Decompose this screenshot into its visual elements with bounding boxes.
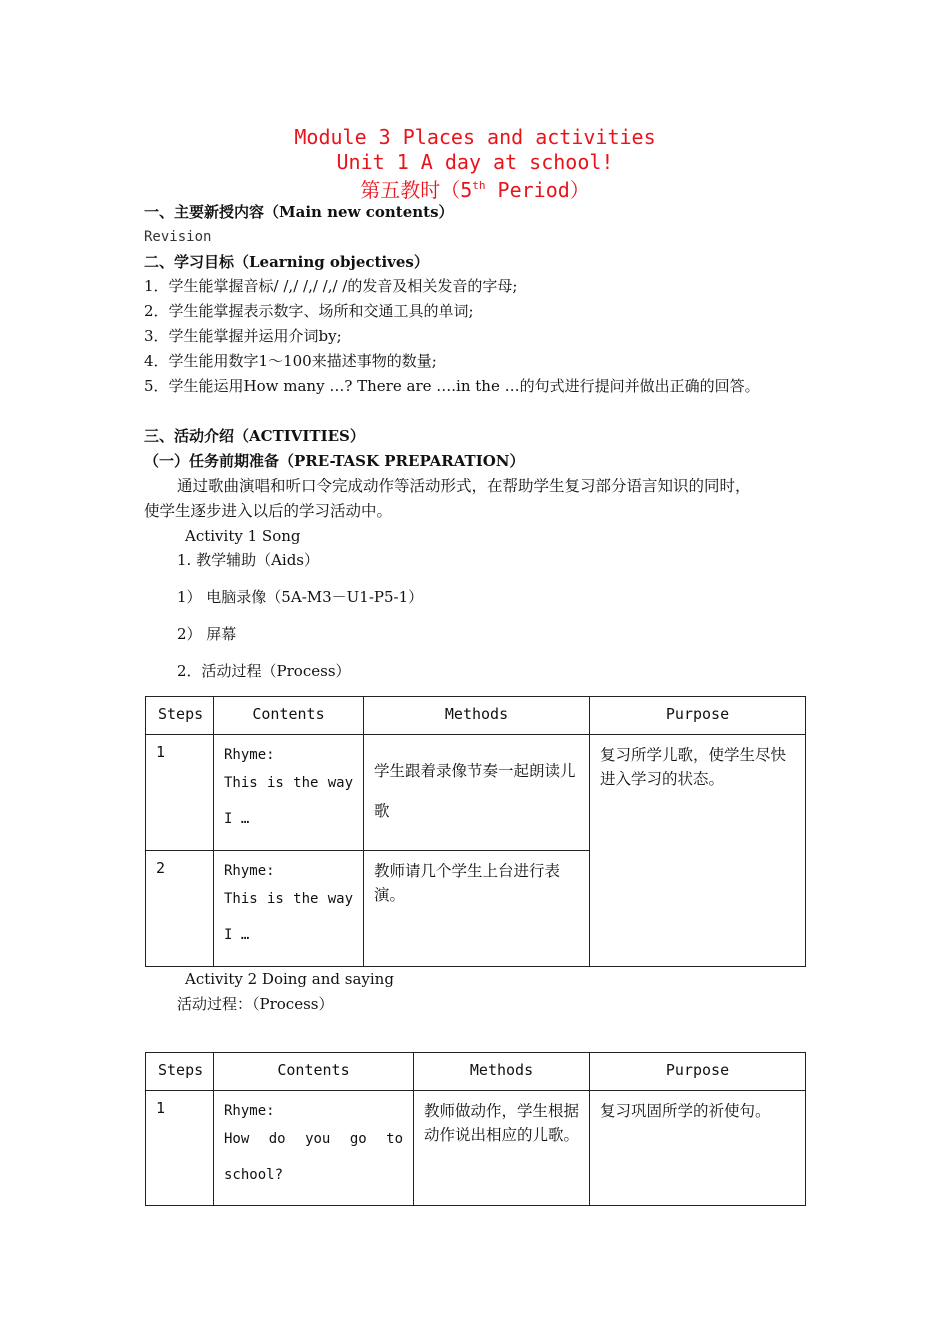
step-cell: 2 <box>146 851 214 967</box>
methods-cell: 学生跟着录像节奏一起朗读儿歌 <box>364 735 590 851</box>
section3-subheading: （一）任务前期准备（PRE-TASK PREPARATION） <box>144 452 525 470</box>
header-purpose: Purpose <box>590 697 806 735</box>
activity1-aids-heading: 1. 教学辅助（Aids） <box>177 551 320 569</box>
activity2-process-heading: 活动过程：（Process） <box>177 995 334 1013</box>
title-unit: Unit 1 A day at school! <box>336 150 614 174</box>
header-steps: Steps <box>146 1053 214 1091</box>
header-methods: Methods <box>414 1053 590 1091</box>
methods-cell: 教师做动作，学生根据动作说出相应的儿歌。 <box>414 1091 590 1206</box>
step-cell: 1 <box>146 1091 214 1206</box>
purpose-cell: 复习巩固所学的祈使句。 <box>590 1091 806 1206</box>
table-row <box>146 735 806 851</box>
section3-heading: 三、活动介绍（ACTIVITIES） <box>144 427 365 445</box>
contents-line: This is the way <box>224 891 353 907</box>
objective-item: 4．学生能用数字1～100来描述事物的数量; <box>144 352 437 370</box>
objective-item: 3．学生能掌握并运用介词by; <box>144 327 342 345</box>
contents-cell <box>214 851 364 967</box>
title-period-main: 第五教时（5 <box>360 178 473 202</box>
contents-line: I … <box>224 927 250 943</box>
intro-line-1: 通过歌曲演唱和听口令完成动作等活动形式，在帮助学生复习部分语言知识的同时， <box>177 477 751 495</box>
contents-line: This is the way <box>224 775 353 791</box>
contents-line: Rhyme: <box>224 1103 275 1119</box>
activity1-aid-1: 1） 电脑录像（5A-M3－U1-P5-1） <box>177 588 424 606</box>
purpose-cell: 复习所学儿歌，使学生尽快进入学习的状态。 <box>590 735 806 967</box>
intro-line-2: 使学生逐步进入以后的学习活动中。 <box>144 502 393 520</box>
table-header-row <box>146 697 806 735</box>
header-methods: Methods <box>364 697 590 735</box>
activity2-title: Activity 2 Doing and saying <box>185 970 394 988</box>
objective-item: 1．学生能掌握音标/ /,/ /,/ /,/ /的发音及相关发音的字母; <box>144 277 518 295</box>
objective-item: 2．学生能掌握表示数字、场所和交通工具的单词; <box>144 302 474 320</box>
header-steps: Steps <box>146 697 214 735</box>
activity1-title: Activity 1 Song <box>185 527 301 545</box>
table-row <box>146 1091 806 1206</box>
header-contents: Contents <box>214 1053 414 1091</box>
step-cell: 1 <box>146 735 214 851</box>
contents-line: Rhyme: <box>224 747 275 763</box>
section2-heading: 二、学习目标（Learning objectives） <box>144 253 429 271</box>
activity1-aid-2: 2） 屏幕 <box>177 625 237 643</box>
section1-heading: 一、主要新授内容（Main new contents） <box>144 203 454 221</box>
methods-cell: 教师请几个学生上台进行表演。 <box>364 851 590 967</box>
table-header-row <box>146 1053 806 1091</box>
contents-line: How do you go to <box>224 1131 403 1147</box>
title-module: Module 3 Places and activities <box>294 125 656 149</box>
contents-cell <box>214 1091 414 1206</box>
title-period-tail: Period） <box>485 178 590 202</box>
contents-line: Rhyme: <box>224 863 275 879</box>
activity1-process-heading: 2．活动过程（Process） <box>177 662 351 680</box>
objective-item: 5．学生能运用How many …? There are ….in the …的句式进行提问并做出正确的回答。 <box>144 377 760 395</box>
section1-body: Revision <box>144 229 212 245</box>
header-purpose: Purpose <box>590 1053 806 1091</box>
contents-line: school? <box>224 1167 284 1183</box>
contents-cell <box>214 735 364 851</box>
activity2-table <box>145 1052 806 1206</box>
title-period <box>0 174 950 202</box>
header-contents: Contents <box>214 697 364 735</box>
title-period-sup: th <box>472 179 486 192</box>
activity1-table <box>145 696 806 967</box>
contents-line: I … <box>224 811 250 827</box>
